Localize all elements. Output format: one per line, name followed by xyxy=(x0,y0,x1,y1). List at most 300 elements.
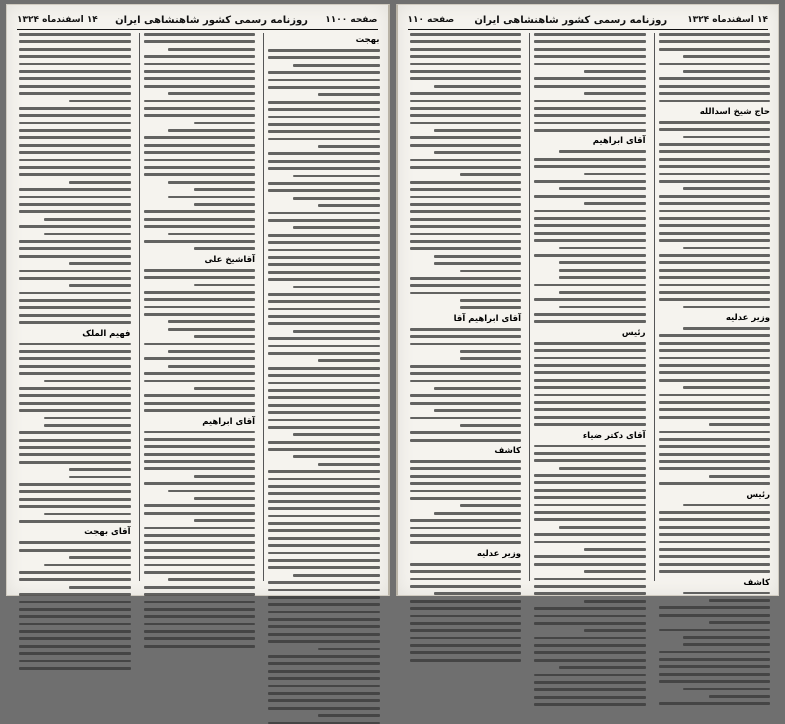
text-line xyxy=(19,107,131,110)
text-line xyxy=(559,666,646,669)
text-line xyxy=(268,322,380,325)
text-line xyxy=(144,85,256,88)
text-line xyxy=(168,350,255,353)
left-page-date: ۱۴ اسفندماه ۱۳۲۴ xyxy=(17,15,98,25)
text-line xyxy=(659,239,771,242)
text-line xyxy=(534,563,646,566)
left-page xyxy=(6,4,390,596)
text-line xyxy=(69,468,130,471)
text-line xyxy=(144,541,256,544)
text-line xyxy=(144,453,256,456)
text-line xyxy=(268,640,380,643)
text-line xyxy=(559,526,646,529)
text-line xyxy=(534,284,646,287)
text-line xyxy=(534,615,646,618)
text-line xyxy=(268,581,380,584)
text-line xyxy=(144,291,256,294)
text-line xyxy=(659,408,771,411)
text-line xyxy=(534,555,646,558)
text-line xyxy=(534,651,646,654)
text-line xyxy=(19,483,131,486)
text-line xyxy=(410,563,522,566)
text-line xyxy=(534,504,646,507)
text-line xyxy=(144,33,256,36)
text-line xyxy=(410,607,522,610)
text-line xyxy=(144,380,256,383)
text-line xyxy=(19,578,131,581)
text-line xyxy=(144,225,256,228)
text-line xyxy=(410,335,522,338)
text-line xyxy=(268,101,380,104)
text-line xyxy=(659,40,771,43)
text-line xyxy=(268,470,380,473)
text-line xyxy=(19,431,131,434)
text-line xyxy=(19,498,131,501)
text-line xyxy=(659,614,771,617)
text-line xyxy=(410,372,522,375)
text-line xyxy=(293,433,380,436)
text-line xyxy=(144,438,256,441)
text-line xyxy=(19,541,131,544)
text-line xyxy=(410,225,522,228)
text-line xyxy=(19,247,131,250)
text-line xyxy=(268,625,380,628)
text-line xyxy=(410,122,522,125)
text-line xyxy=(268,116,380,119)
text-line xyxy=(659,511,771,514)
text-line xyxy=(194,122,255,125)
text-line xyxy=(144,409,256,412)
text-line xyxy=(584,570,645,573)
right-col2-text-d xyxy=(534,445,646,706)
text-line xyxy=(318,463,379,466)
text-line xyxy=(19,255,131,258)
right-col2-text-b xyxy=(534,150,646,323)
text-line xyxy=(659,195,771,198)
text-line xyxy=(659,143,771,146)
text-line xyxy=(19,350,131,353)
text-line xyxy=(434,512,521,515)
text-line xyxy=(534,578,646,581)
text-line xyxy=(19,85,131,88)
text-line xyxy=(559,187,646,190)
text-line xyxy=(683,136,770,139)
text-line xyxy=(19,270,131,273)
text-line xyxy=(659,445,771,448)
text-line xyxy=(410,55,522,58)
text-line xyxy=(659,453,771,456)
text-line xyxy=(268,448,380,451)
right-heading-3: رئیس xyxy=(746,489,770,500)
right-col3-text-a xyxy=(410,33,522,309)
text-line xyxy=(19,608,131,611)
text-line xyxy=(659,158,771,161)
text-line xyxy=(19,151,131,154)
text-line xyxy=(410,203,522,206)
text-line xyxy=(19,299,131,302)
text-line xyxy=(268,707,380,710)
text-line xyxy=(69,476,130,479)
text-line xyxy=(144,70,256,73)
text-line xyxy=(168,328,255,331)
text-line xyxy=(534,63,646,66)
text-line xyxy=(268,49,380,52)
text-line xyxy=(534,85,646,88)
text-line xyxy=(19,277,131,280)
text-line xyxy=(19,623,131,626)
text-line xyxy=(19,357,131,360)
text-line xyxy=(410,578,522,581)
text-line xyxy=(410,519,522,522)
text-line xyxy=(268,559,380,562)
text-line xyxy=(659,518,771,521)
text-line xyxy=(410,188,522,191)
text-line xyxy=(659,460,771,463)
text-line xyxy=(534,55,646,58)
text-line xyxy=(534,165,646,168)
text-line xyxy=(709,599,770,602)
text-line xyxy=(534,107,646,110)
text-line xyxy=(19,321,131,324)
text-line xyxy=(144,298,256,301)
text-line xyxy=(293,286,380,289)
text-line xyxy=(268,337,380,340)
text-line xyxy=(534,416,646,419)
text-line xyxy=(194,335,255,338)
text-line xyxy=(144,549,256,552)
text-line xyxy=(19,40,131,43)
text-line xyxy=(410,181,522,184)
text-line xyxy=(534,210,646,213)
text-line xyxy=(19,630,131,633)
text-line xyxy=(659,210,771,213)
text-line xyxy=(659,92,771,95)
text-line xyxy=(410,637,522,640)
text-line xyxy=(534,688,646,691)
text-line xyxy=(659,48,771,51)
text-line xyxy=(144,218,256,221)
text-line xyxy=(144,556,256,559)
text-line xyxy=(268,529,380,532)
text-line xyxy=(268,507,380,510)
text-line xyxy=(534,541,646,544)
text-line xyxy=(168,578,255,581)
text-line xyxy=(144,460,256,463)
right-col2-text-c xyxy=(534,342,646,426)
text-line xyxy=(683,636,770,639)
text-line xyxy=(659,33,771,36)
text-line xyxy=(268,367,380,370)
right-heading-10: وزیر عدلیه xyxy=(476,548,521,559)
text-line xyxy=(268,86,380,89)
text-line xyxy=(534,681,646,684)
newspaper-spread xyxy=(6,4,779,596)
text-line xyxy=(534,232,646,235)
text-line xyxy=(410,644,522,647)
text-line xyxy=(168,181,255,184)
text-line xyxy=(268,522,380,525)
text-line xyxy=(410,77,522,80)
text-line xyxy=(19,660,131,663)
text-line xyxy=(19,571,131,574)
text-line xyxy=(268,123,380,126)
text-line xyxy=(410,277,522,280)
text-line xyxy=(659,364,771,367)
text-line xyxy=(534,585,646,588)
left-col3-text-c xyxy=(19,541,131,669)
left-col1-text xyxy=(268,49,380,724)
text-line xyxy=(559,150,646,153)
text-line xyxy=(19,292,131,295)
text-line xyxy=(410,600,522,603)
text-line xyxy=(584,202,645,205)
right-col1-text-c xyxy=(659,327,771,485)
text-line xyxy=(410,107,522,110)
text-line xyxy=(534,180,646,183)
text-line xyxy=(534,459,646,462)
text-line xyxy=(534,496,646,499)
text-line xyxy=(410,534,522,537)
text-line xyxy=(268,234,380,237)
text-line xyxy=(534,511,646,514)
text-line xyxy=(144,593,256,596)
text-line xyxy=(659,342,771,345)
text-line xyxy=(434,592,521,595)
text-line xyxy=(659,379,771,382)
text-line xyxy=(659,165,771,168)
text-line xyxy=(659,128,771,131)
text-line xyxy=(559,467,646,470)
text-line xyxy=(19,63,131,66)
text-line xyxy=(19,453,131,456)
text-line xyxy=(534,533,646,536)
text-line xyxy=(268,219,380,222)
text-line xyxy=(659,357,771,360)
text-line xyxy=(69,100,130,103)
text-line xyxy=(168,129,255,132)
text-line xyxy=(19,652,131,655)
text-line xyxy=(19,166,131,169)
text-line xyxy=(268,596,380,599)
text-line xyxy=(659,269,771,272)
right-col1-text-d xyxy=(659,504,771,573)
right-column-1 xyxy=(654,33,771,588)
text-line xyxy=(19,114,131,117)
text-line xyxy=(19,505,131,508)
text-line xyxy=(659,284,771,287)
text-line xyxy=(19,667,131,670)
text-line xyxy=(534,77,646,80)
text-line xyxy=(268,603,380,606)
text-line xyxy=(268,699,380,702)
text-line xyxy=(44,380,131,383)
left-heading-5: آقای بهجت xyxy=(84,527,131,538)
left-col3-text-a xyxy=(19,33,131,324)
text-line xyxy=(410,240,522,243)
text-line xyxy=(534,349,646,352)
text-line xyxy=(534,481,646,484)
right-page-header xyxy=(408,11,769,30)
text-line xyxy=(144,630,256,633)
text-line xyxy=(268,79,380,82)
text-line xyxy=(659,548,771,551)
text-line xyxy=(19,490,131,493)
text-line xyxy=(534,217,646,220)
text-line xyxy=(144,527,256,530)
right-col1-text-b xyxy=(659,121,771,309)
text-line xyxy=(268,500,380,503)
text-line xyxy=(268,300,380,303)
text-line xyxy=(559,269,646,272)
text-line xyxy=(534,452,646,455)
left-page-title: روزنامه رسمی کشور شاهنشاهی ایران xyxy=(115,14,308,26)
left-column-3 xyxy=(15,33,131,581)
text-line xyxy=(268,411,380,414)
text-line xyxy=(268,611,380,614)
text-line xyxy=(659,438,771,441)
text-line xyxy=(268,419,380,422)
text-line xyxy=(410,365,522,368)
text-line xyxy=(410,284,522,287)
text-line xyxy=(534,40,646,43)
right-heading-4: کاشف xyxy=(743,577,770,588)
text-line xyxy=(144,482,256,485)
text-line xyxy=(19,365,131,368)
text-line xyxy=(144,534,256,537)
text-line xyxy=(268,492,380,495)
text-line xyxy=(293,330,380,333)
right-page-columns xyxy=(406,33,771,588)
text-line xyxy=(659,232,771,235)
text-line xyxy=(559,276,646,279)
text-line xyxy=(268,108,380,111)
text-line xyxy=(144,637,256,640)
text-line xyxy=(559,261,646,264)
text-line xyxy=(410,460,522,463)
text-line xyxy=(144,431,256,434)
text-line xyxy=(268,633,380,636)
text-line xyxy=(144,467,256,470)
text-line xyxy=(534,158,646,161)
text-line xyxy=(460,299,521,302)
text-line xyxy=(318,145,379,148)
text-line xyxy=(293,197,380,200)
text-line xyxy=(19,409,131,412)
text-line xyxy=(534,371,646,374)
text-line xyxy=(144,564,256,567)
text-line xyxy=(534,637,646,640)
text-line xyxy=(434,409,521,412)
text-line xyxy=(659,533,771,536)
text-line xyxy=(683,327,770,330)
text-line xyxy=(168,365,255,368)
text-line xyxy=(410,159,522,162)
text-line xyxy=(659,526,771,529)
text-line xyxy=(534,33,646,36)
text-line xyxy=(268,478,380,481)
text-line xyxy=(168,196,255,199)
text-line xyxy=(168,92,255,95)
text-line xyxy=(268,241,380,244)
left-heading-3: آقای ابراهیم xyxy=(202,416,255,427)
text-line xyxy=(268,692,380,695)
text-line xyxy=(44,564,131,567)
text-line xyxy=(410,100,522,103)
left-heading-2: آقاشیخ علی xyxy=(204,254,255,265)
text-line xyxy=(410,48,522,51)
text-line xyxy=(144,77,256,80)
text-line xyxy=(460,504,521,507)
text-line xyxy=(534,607,646,610)
left-col2-text-b xyxy=(144,269,256,412)
text-line xyxy=(534,122,646,125)
text-line xyxy=(659,658,771,661)
text-line xyxy=(19,549,131,552)
text-line xyxy=(144,372,256,375)
text-line xyxy=(268,404,380,407)
text-line xyxy=(268,130,380,133)
text-line xyxy=(534,298,646,301)
text-line xyxy=(19,129,131,132)
text-line xyxy=(534,592,646,595)
text-line xyxy=(534,659,646,662)
text-line xyxy=(709,621,770,624)
text-line xyxy=(659,261,771,264)
text-line xyxy=(268,389,380,392)
text-line xyxy=(434,387,521,390)
text-line xyxy=(268,426,380,429)
text-line xyxy=(659,349,771,352)
text-line xyxy=(144,608,256,611)
text-line xyxy=(410,328,522,331)
text-line xyxy=(268,315,380,318)
text-line xyxy=(460,306,521,309)
text-line xyxy=(268,71,380,74)
text-line xyxy=(434,151,521,154)
right-col2-text-a xyxy=(534,33,646,132)
text-line xyxy=(144,504,256,507)
text-line xyxy=(194,475,255,478)
text-line xyxy=(584,548,645,551)
text-line xyxy=(659,680,771,683)
text-line xyxy=(659,431,771,434)
right-heading-5: آقای ابراهیم xyxy=(592,136,646,147)
text-line xyxy=(19,159,131,162)
text-line xyxy=(584,629,645,632)
right-column-3 xyxy=(406,33,522,581)
text-line xyxy=(144,313,256,316)
text-line xyxy=(144,55,256,58)
text-line xyxy=(534,423,646,426)
text-line xyxy=(293,175,380,178)
text-line xyxy=(144,269,256,272)
text-line xyxy=(659,224,771,227)
text-line xyxy=(683,592,770,595)
text-line xyxy=(268,441,380,444)
text-line xyxy=(460,350,521,353)
text-line xyxy=(410,417,522,420)
text-line xyxy=(410,33,522,36)
text-line xyxy=(268,189,380,192)
text-line xyxy=(534,703,646,706)
text-line xyxy=(144,586,256,589)
text-line xyxy=(168,233,255,236)
text-line xyxy=(194,497,255,500)
text-line xyxy=(268,655,380,658)
text-line xyxy=(709,423,770,426)
text-line xyxy=(434,129,521,132)
text-line xyxy=(410,497,522,500)
